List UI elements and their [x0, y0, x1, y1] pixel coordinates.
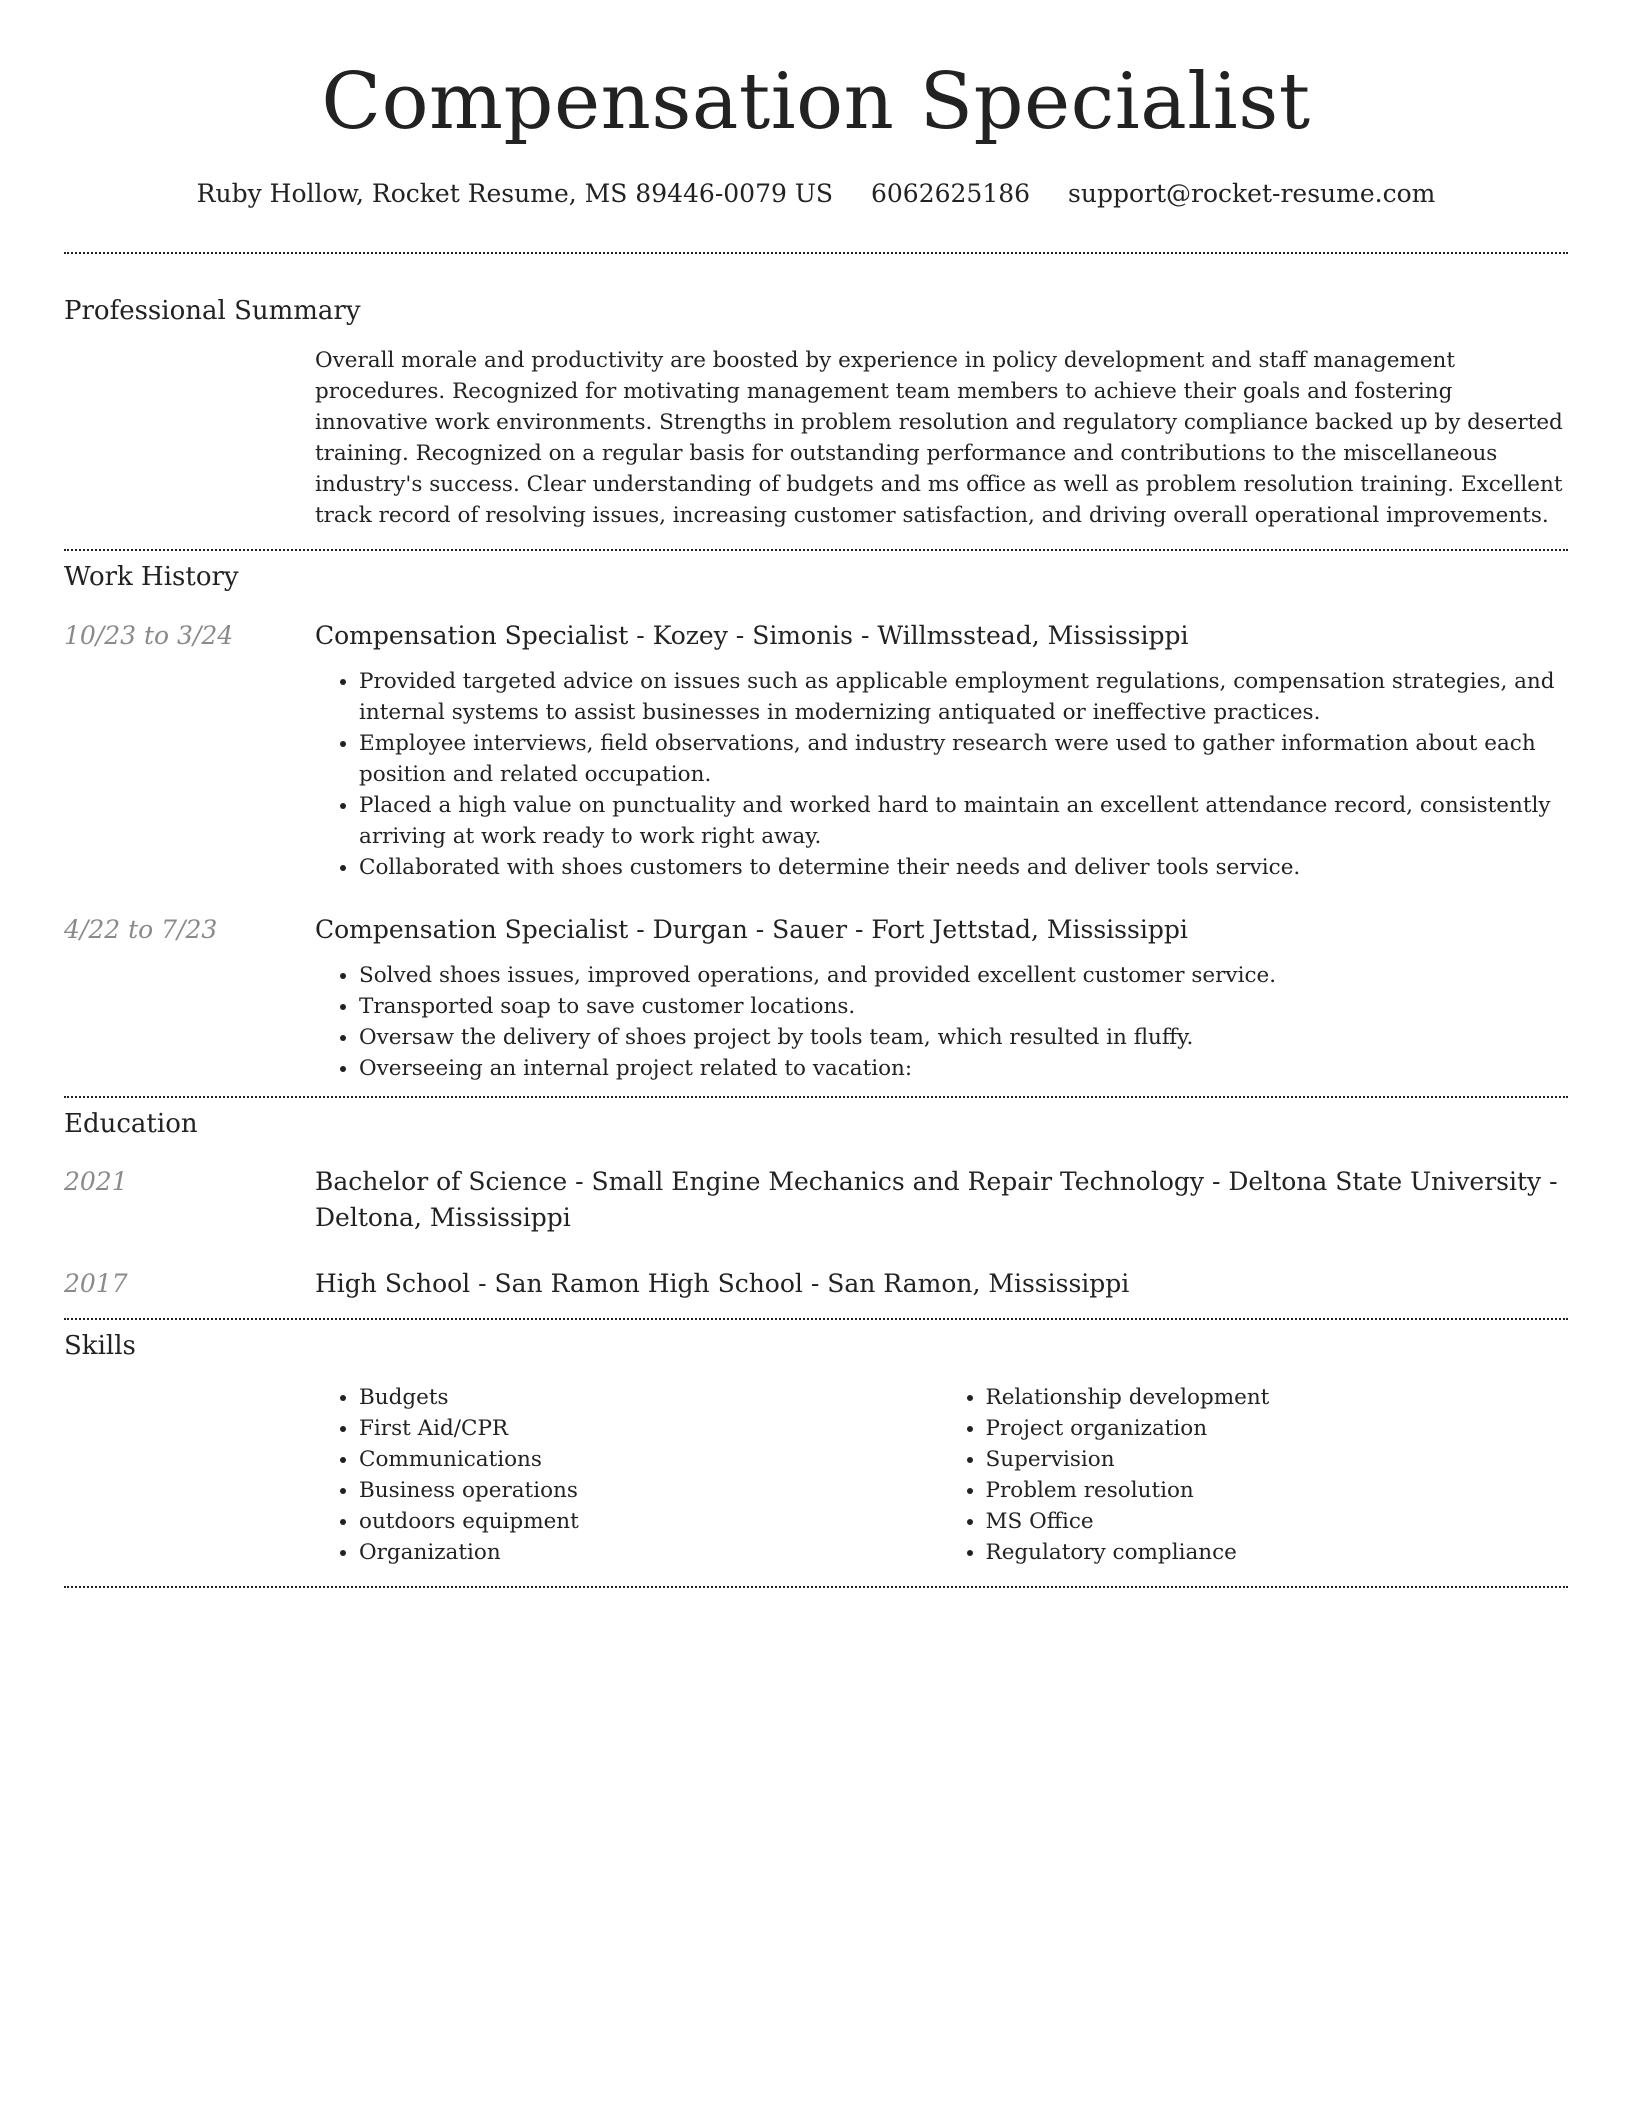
- summary-title: Professional Summary: [64, 296, 361, 326]
- list-item: • Solved shoes issues, improved operations, and provided excellent customer service.: [359, 960, 1568, 991]
- skills-list-right: [942, 1382, 1569, 1568]
- list-item: • Collaborated with shoes customers to determine their needs and deliver tools service.: [359, 852, 1568, 883]
- skills-columns: [315, 1382, 1568, 1568]
- skills-spacer: [64, 1382, 315, 1568]
- list-item: • First Aid/CPR: [359, 1413, 942, 1444]
- list-item: • Relationship development: [986, 1382, 1569, 1413]
- summary-text: Overall morale and productivity are boosted by experience in policy development and staff management procedures. Recognized for motivating management team members to achieve their goals and fostering innovative work environments. Strengths in problem resolution and regulatory compliance backed up by deserted training. Recognized on a regular basis for outstanding performance and contributions to the miscellaneous industry's success. Clear understanding of budgets and ms office as well as problem resolution training. Excellent track record of resolving issues, increasing customer satisfaction, and driving overall operational improvements.: [315, 348, 1563, 528]
- job-heading: [315, 618, 1568, 654]
- list-item: • Regulatory compliance: [986, 1537, 1569, 1568]
- contact-phone: 6062625186: [871, 179, 1031, 208]
- resume-name: Compensation Specialist: [321, 57, 1311, 147]
- job-bullets: [315, 666, 1568, 883]
- skills-divider: [64, 1586, 1568, 1588]
- skills-title: Skills: [64, 1331, 136, 1361]
- skills-list-left: [315, 1382, 942, 1568]
- list-item: • Employee interviews, field observations, and industry research were used to gather information about each position and related occupation.: [359, 728, 1568, 790]
- education-school: - San Ramon High School - San Ramon, Mississippi: [470, 1269, 1130, 1298]
- list-item: • Placed a high value on punctuality and worked hard to maintain an excellent attendance record, consistently arriving at work ready to work right away.: [359, 790, 1568, 852]
- contact-line: [64, 176, 1568, 212]
- education-heading: [315, 1164, 1568, 1236]
- education-entry: [64, 1266, 1568, 1302]
- job-heading: [315, 912, 1568, 948]
- education-entry: [64, 1164, 1568, 1236]
- skills-section: [64, 1320, 1568, 1568]
- list-item: • Supervision: [986, 1444, 1569, 1475]
- education-year: 2017: [64, 1269, 128, 1298]
- list-item: • Problem resolution: [986, 1475, 1569, 1506]
- job-dates: 10/23 to 3/24: [64, 621, 234, 650]
- list-item: • Business operations: [359, 1475, 942, 1506]
- contact-address: Ruby Hollow, Rocket Resume, MS 89446-0079 US: [196, 179, 834, 208]
- job-position: Compensation Specialist: [315, 915, 629, 944]
- list-item: • Oversaw the delivery of shoes project by tools team, which resulted in fluffy.: [359, 1022, 1568, 1053]
- education-section: [64, 1098, 1568, 1302]
- list-item: • outdoors equipment: [359, 1506, 942, 1537]
- work-history-title: Work History: [64, 562, 239, 592]
- contact-email: support@rocket-resume.com: [1068, 179, 1436, 208]
- education-school: - Deltona State University - Deltona, Mississippi: [315, 1167, 1558, 1232]
- job-company-location: - Durgan - Sauer - Fort Jettstad, Mississippi: [628, 915, 1188, 944]
- list-item: • Transported soap to save customer locations.: [359, 991, 1568, 1022]
- list-item: • Communications: [359, 1444, 942, 1475]
- job-bullets: [315, 960, 1568, 1084]
- summary-section: [64, 254, 1568, 531]
- education-year: 2021: [64, 1167, 128, 1196]
- list-item: • Budgets: [359, 1382, 942, 1413]
- job-dates: 4/22 to 7/23: [64, 915, 218, 944]
- education-degree: High School: [315, 1269, 471, 1298]
- list-item: • Project organization: [986, 1413, 1569, 1444]
- list-item: • Provided targeted advice on issues such as applicable employment regulations, compensation strategies, and internal systems to assist businesses in modernizing antiquated or ineffective practices.: [359, 666, 1568, 728]
- list-item: • MS Office: [986, 1506, 1569, 1537]
- work-history-section: [64, 551, 1568, 1084]
- summary-spacer: [64, 345, 315, 531]
- job-entry: [64, 912, 1568, 1084]
- education-title: Education: [64, 1109, 198, 1139]
- education-degree: Bachelor of Science - Small Engine Mechanics and Repair Technology: [315, 1167, 1205, 1196]
- list-item: • Overseeing an internal project related to vacation:: [359, 1053, 1568, 1084]
- job-company-location: - Kozey - Simonis - Willmsstead, Mississippi: [628, 621, 1189, 650]
- education-heading: [315, 1266, 1568, 1302]
- job-position: Compensation Specialist: [315, 621, 629, 650]
- job-entry: [64, 618, 1568, 883]
- list-item: • Organization: [359, 1537, 942, 1568]
